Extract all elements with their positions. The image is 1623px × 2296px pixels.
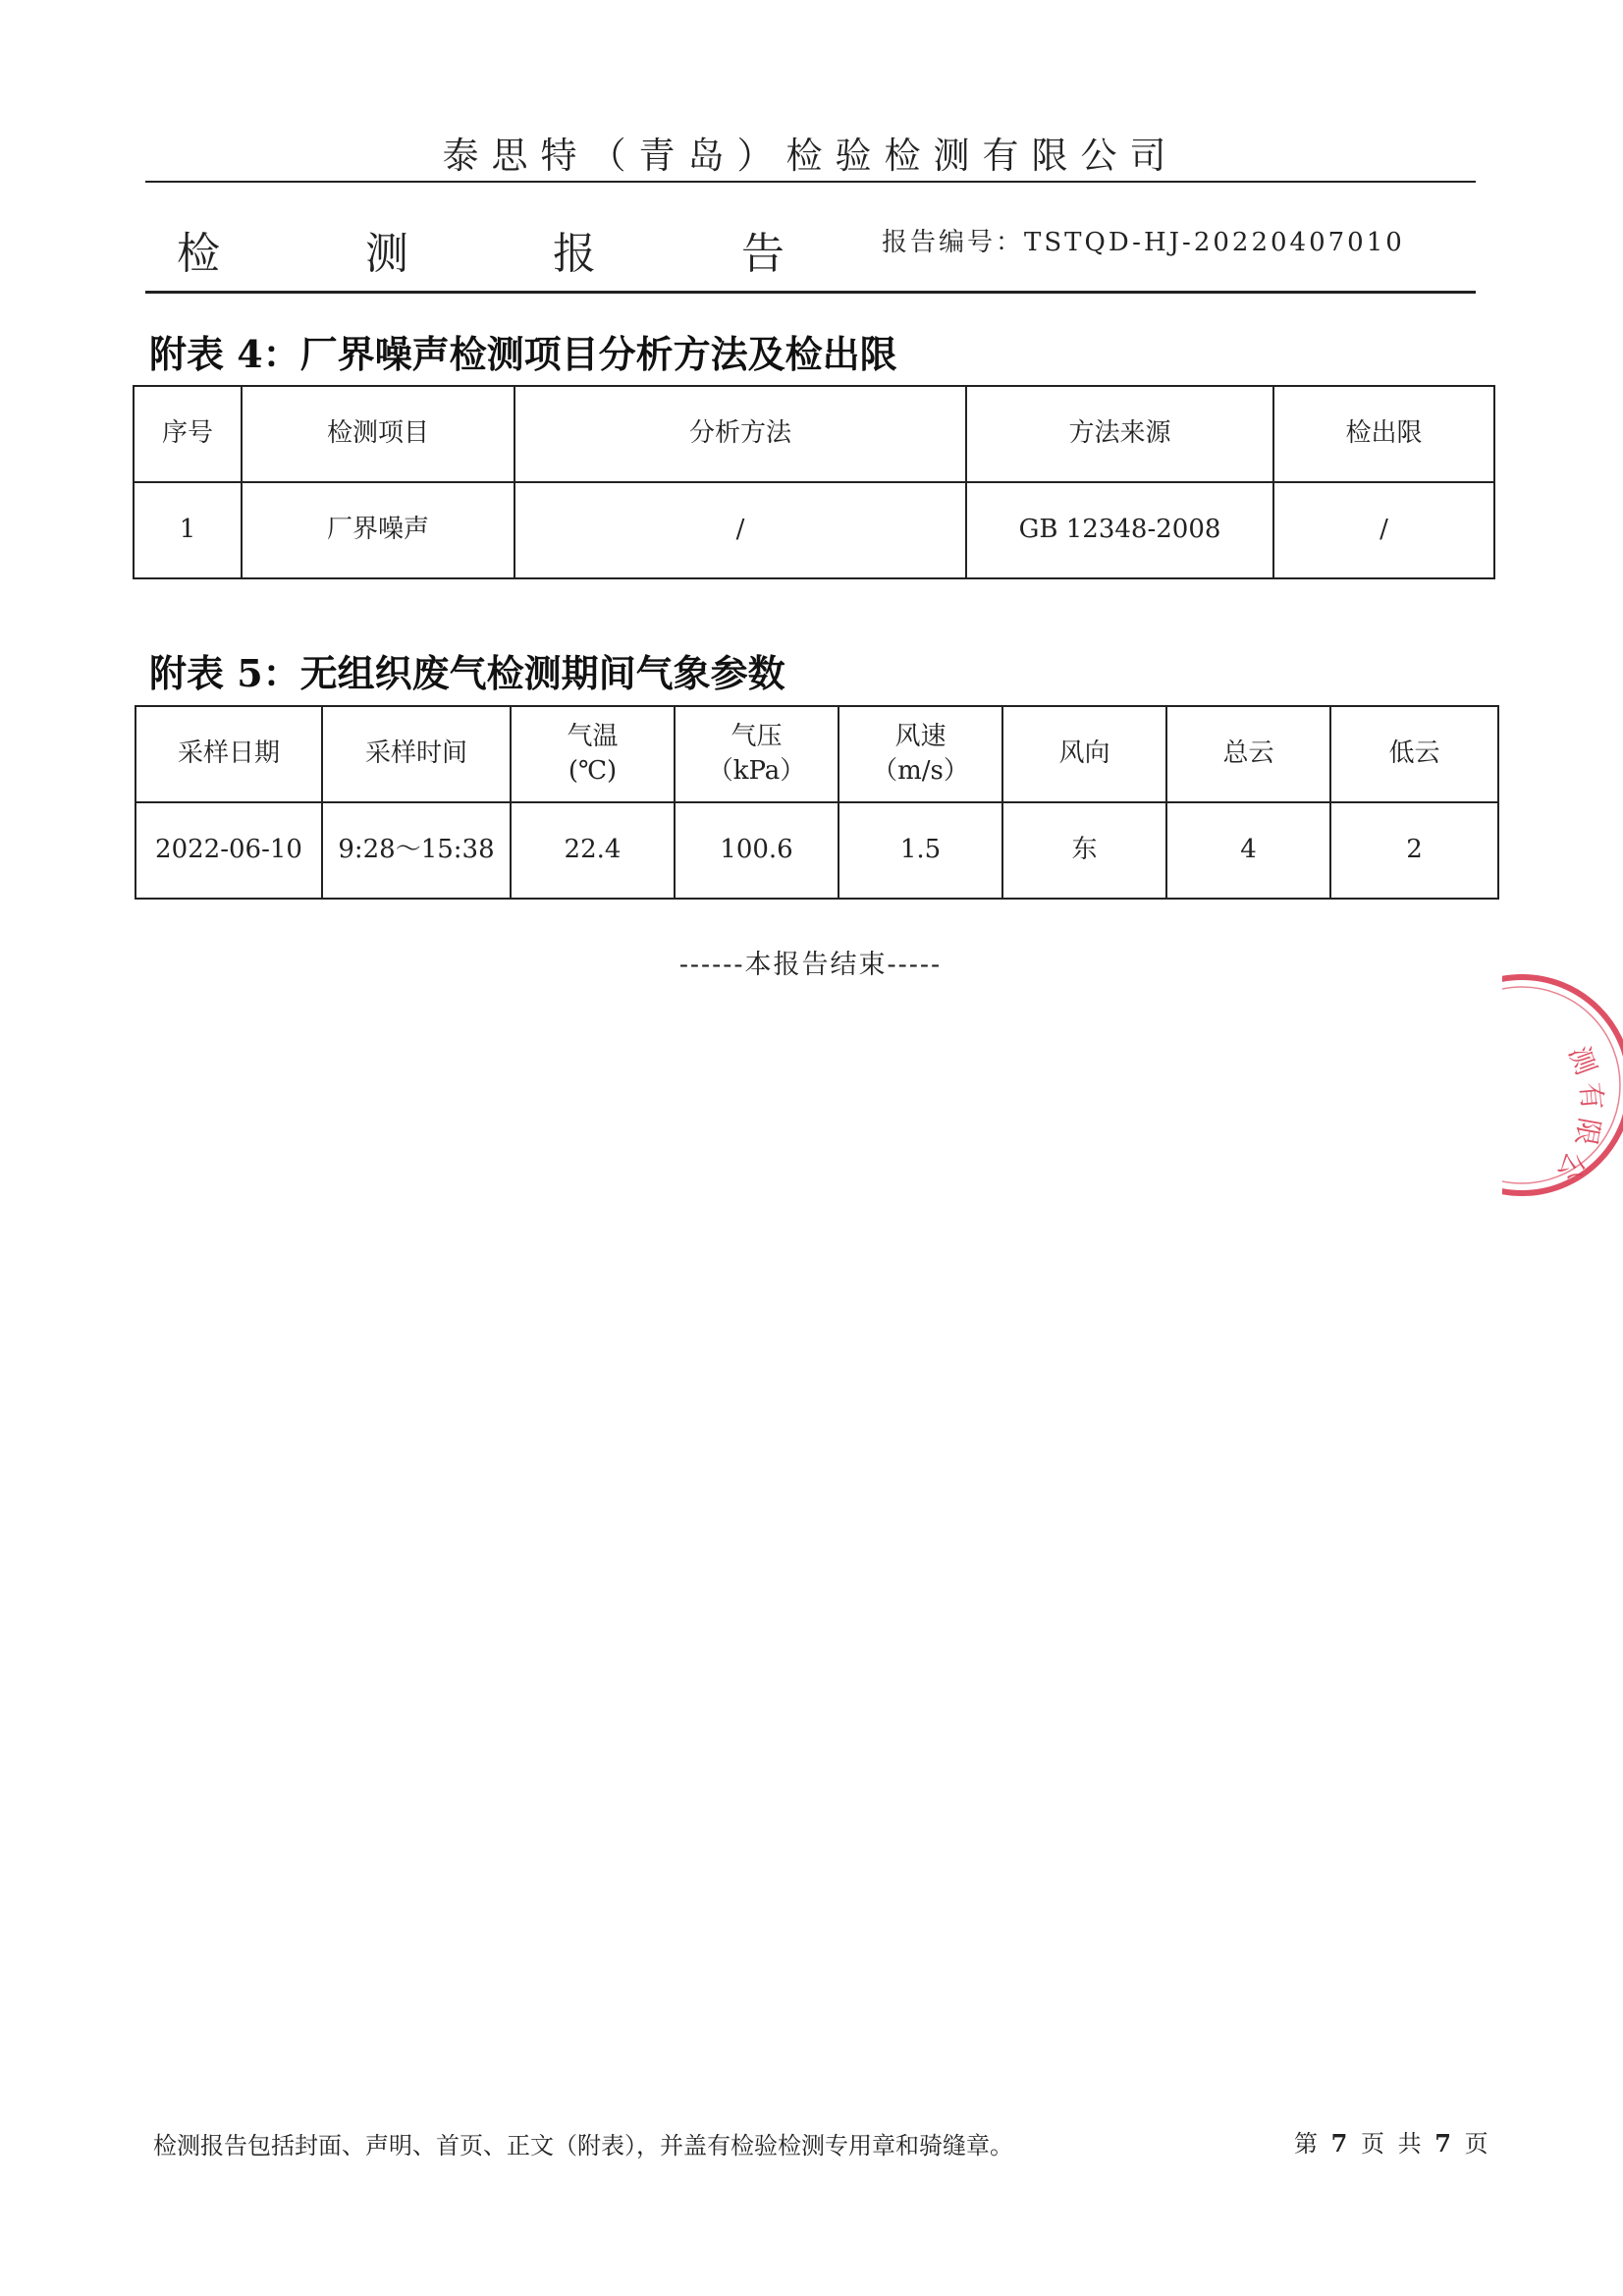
header-cell-wind-speed [839, 706, 1002, 802]
header-cell-source: 方法来源 [966, 386, 1273, 482]
report-title-char-2: 测 [365, 229, 408, 279]
report-title-char-1: 检 [177, 229, 220, 279]
cell-wind-speed: 1.5 [839, 802, 1002, 899]
header-unit: （m/s） [872, 756, 969, 786]
header-cell-low-cloud [1330, 706, 1498, 802]
header-name: 总云 [1222, 738, 1274, 769]
header-rule-top [145, 181, 1476, 183]
header-name: 低云 [1388, 738, 1440, 769]
noise-method-table [133, 385, 1495, 579]
header-cell-pressure [675, 706, 839, 802]
seal-stamp-icon [1502, 957, 1623, 1213]
report-number-label: 报告编号： [882, 228, 1025, 257]
header-name: 采样时间 [364, 738, 467, 769]
page-indicator [1294, 2124, 1488, 2159]
report-title-char-4: 告 [741, 229, 784, 279]
page-prefix: 第 [1294, 2130, 1318, 2158]
table-row [134, 482, 1494, 578]
header-rule-bottom [145, 291, 1476, 294]
cell-wind-direction: 东 [1002, 802, 1166, 899]
header-cell-temperature [511, 706, 675, 802]
report-title-char-3: 报 [553, 229, 596, 279]
cell-source: GB 12348-2008 [966, 482, 1273, 578]
table-header-row [135, 706, 1498, 802]
company-name: 泰思特（青岛）检验检测有限公司 [442, 135, 1179, 177]
table-row [135, 802, 1498, 899]
cell-index: 1 [134, 482, 242, 578]
seal-char-2: 有 [1574, 1080, 1609, 1112]
cell-total-cloud: 4 [1166, 802, 1330, 899]
table-header-row [134, 386, 1494, 482]
header-cell-time [322, 706, 511, 802]
report-number [882, 222, 1405, 258]
header-cell-method: 分析方法 [514, 386, 966, 482]
cell-pressure: 100.6 [675, 802, 839, 899]
cell-method: / [514, 482, 966, 578]
seal-graphic [1502, 957, 1623, 1213]
seal-char-1: 测 [1562, 1042, 1603, 1079]
header-name: 风向 [1058, 738, 1110, 769]
seal-char-4: 公 [1550, 1147, 1593, 1186]
cell-limit: / [1273, 482, 1494, 578]
seal-char-3: 限 [1569, 1115, 1606, 1149]
report-end-mark: ------本报告结束----- [678, 950, 943, 980]
header-unit: （kPa） [707, 756, 806, 786]
footer-note: 检测报告包括封面、声明、首页、正文（附表），并盖有检验检测专用章和骑缝章。 [153, 2132, 1013, 2159]
cell-date: 2022-06-10 [135, 802, 322, 899]
cell-time: 9:28～15:38 [322, 802, 511, 899]
table4-title: 附表 4：厂界噪声检测项目分析方法及检出限 [149, 332, 897, 376]
header-name: 风速 [894, 721, 947, 751]
header-cell-item: 检测项目 [242, 386, 514, 482]
header-cell-wind-direction [1002, 706, 1166, 802]
header-cell-date [135, 706, 322, 802]
page-total: 7 [1434, 2129, 1451, 2158]
weather-params-table [135, 705, 1499, 900]
table5-title: 附表 5：无组织废气检测期间气象参数 [149, 651, 785, 695]
cell-item: 厂界噪声 [242, 482, 514, 578]
header-name: 气压 [730, 721, 783, 751]
page-mid: 页 共 [1360, 2130, 1422, 2158]
header-name: 气温 [567, 721, 619, 751]
header-name: 采样日期 [177, 738, 280, 769]
report-number-value: TSTQD-HJ-20220407010 [1024, 228, 1405, 257]
page-current: 7 [1330, 2129, 1348, 2158]
header-cell-total-cloud [1166, 706, 1330, 802]
cell-temperature: 22.4 [511, 802, 675, 899]
page-suffix: 页 [1464, 2130, 1488, 2158]
header-unit: (℃) [568, 756, 618, 786]
header-cell-index: 序号 [134, 386, 242, 482]
cell-low-cloud: 2 [1330, 802, 1498, 899]
header-cell-limit: 检出限 [1273, 386, 1494, 482]
